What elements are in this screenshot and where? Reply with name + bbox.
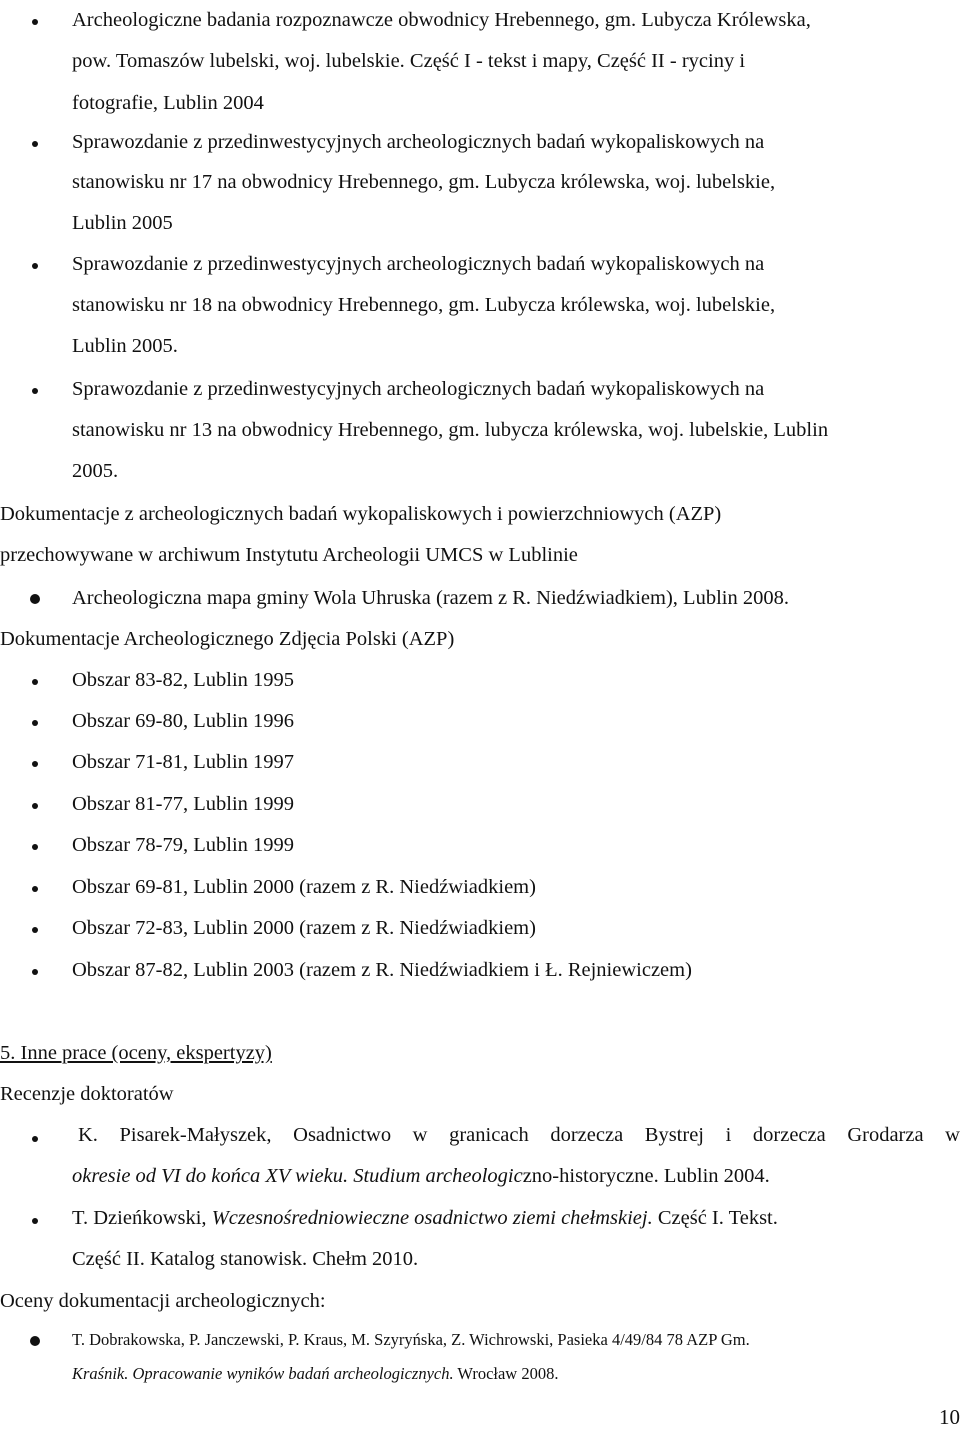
review-line: Część II. Katalog stanowisk. Chełm 2010. [72, 1248, 419, 1270]
list-item-line: pow. Tomaszów lubelski, woj. lubelskie. Część I - tekst i mapy, Część II - ryciny i [72, 50, 746, 72]
list-item: Obszar 78-79, Lublin 1999 [72, 834, 295, 856]
section-heading: 5. Inne prace (oceny, ekspertyzy) [0, 1042, 272, 1064]
paragraph-line: Dokumentacje z archeologicznych badań wykopaliskowych i powierzchniowych (AZP) [0, 503, 722, 525]
list-item-line: stanowisku nr 13 na obwodnicy Hrebennego, gm. lubycza królewska, woj. lubelskie, Lublin [72, 419, 829, 441]
list-item: Obszar 69-80, Lublin 1996 [72, 710, 295, 732]
section-heading: Dokumentacje Archeologicznego Zdjęcia Polski (AZP) [0, 628, 455, 650]
list-item: Obszar 71-81, Lublin 1997 [72, 751, 295, 773]
list-item: Obszar 81-77, Lublin 1999 [72, 793, 295, 815]
list-bullet [30, 1336, 40, 1346]
list-bullet [32, 141, 38, 147]
paragraph-line: przechowywane w archiwum Instytutu Archeologii UMCS w Lublinie [0, 544, 578, 566]
list-item: Obszar 72-83, Lublin 2000 (razem z R. Niedźwiadkiem) [72, 917, 536, 939]
list-bullet [32, 720, 38, 726]
subheading: Oceny dokumentacji archeologicznych: [0, 1290, 326, 1312]
list-item-line: fotografie, Lublin 2004 [72, 92, 264, 114]
list-bullet [32, 969, 38, 975]
list-item-line: stanowisku nr 17 na obwodnicy Hrebennego, gm. Lubycza królewska, woj. lubelskie, [72, 171, 776, 193]
list-bullet [32, 803, 38, 809]
evaluation-line: Kraśnik. Opracowanie wyników badań archeologicznych. Wrocław 2008. [72, 1364, 559, 1383]
review-line: okresie od VI do końca XV wieku. Studium archeologiczno-historyczne. Lublin 2004. [72, 1165, 770, 1187]
list-bullet [32, 263, 38, 269]
list-item: Obszar 87-82, Lublin 2003 (razem z R. Niedźwiadkiem i Ł. Rejniewiczem) [72, 959, 692, 981]
list-item-line: Sprawozdanie z przedinwestycyjnych archeologicznych badań wykopaliskowych na [72, 131, 765, 153]
list-item-line: stanowisku nr 18 na obwodnicy Hrebennego, gm. Lubycza królewska, woj. lubelskie, [72, 294, 776, 316]
list-item-line: Lublin 2005. [72, 335, 178, 357]
list-item: Obszar 69-81, Lublin 2000 (razem z R. Niedźwiadkiem) [72, 876, 536, 898]
list-bullet [32, 1218, 38, 1224]
list-item-line: Archeologiczne badania rozpoznawcze obwodnicy Hrebennego, gm. Lubycza Królewska, [72, 9, 811, 31]
list-bullet [32, 927, 38, 933]
list-item: Obszar 83-82, Lublin 1995 [72, 669, 295, 691]
list-bullet [32, 761, 38, 767]
review-line: T. Dzieńkowski, Wczesnośredniowieczne osadnictwo ziemi chełmskiej. Część I. Tekst. [72, 1207, 778, 1229]
list-bullet [32, 1136, 38, 1142]
page-number: 10 [939, 1405, 960, 1429]
list-bullet [32, 886, 38, 892]
list-item-line: Sprawozdanie z przedinwestycyjnych archeologicznych badań wykopaliskowych na [72, 253, 765, 275]
list-item: Archeologiczna mapa gminy Wola Uhruska (razem z R. Niedźwiadkiem), Lublin 2008. [72, 587, 789, 609]
list-bullet [32, 19, 38, 25]
review-line: K. Pisarek-Małyszek, Osadnictwo w granicach dorzecza Bystrej i dorzecza Grodarza w [78, 1124, 960, 1146]
list-bullet [32, 844, 38, 850]
list-bullet [32, 388, 38, 394]
list-bullet [30, 594, 40, 604]
subheading: Recenzje doktoratów [0, 1083, 174, 1105]
list-item-line: Lublin 2005 [72, 212, 173, 234]
list-bullet [32, 679, 38, 685]
list-item-line: 2005. [72, 460, 119, 482]
evaluation-line: T. Dobrakowska, P. Janczewski, P. Kraus, M. Szyryńska, Z. Wichrowski, Pasieka 4/49/84 78 AZP Gm. [72, 1330, 750, 1349]
list-item-line: Sprawozdanie z przedinwestycyjnych archeologicznych badań wykopaliskowych na [72, 378, 765, 400]
